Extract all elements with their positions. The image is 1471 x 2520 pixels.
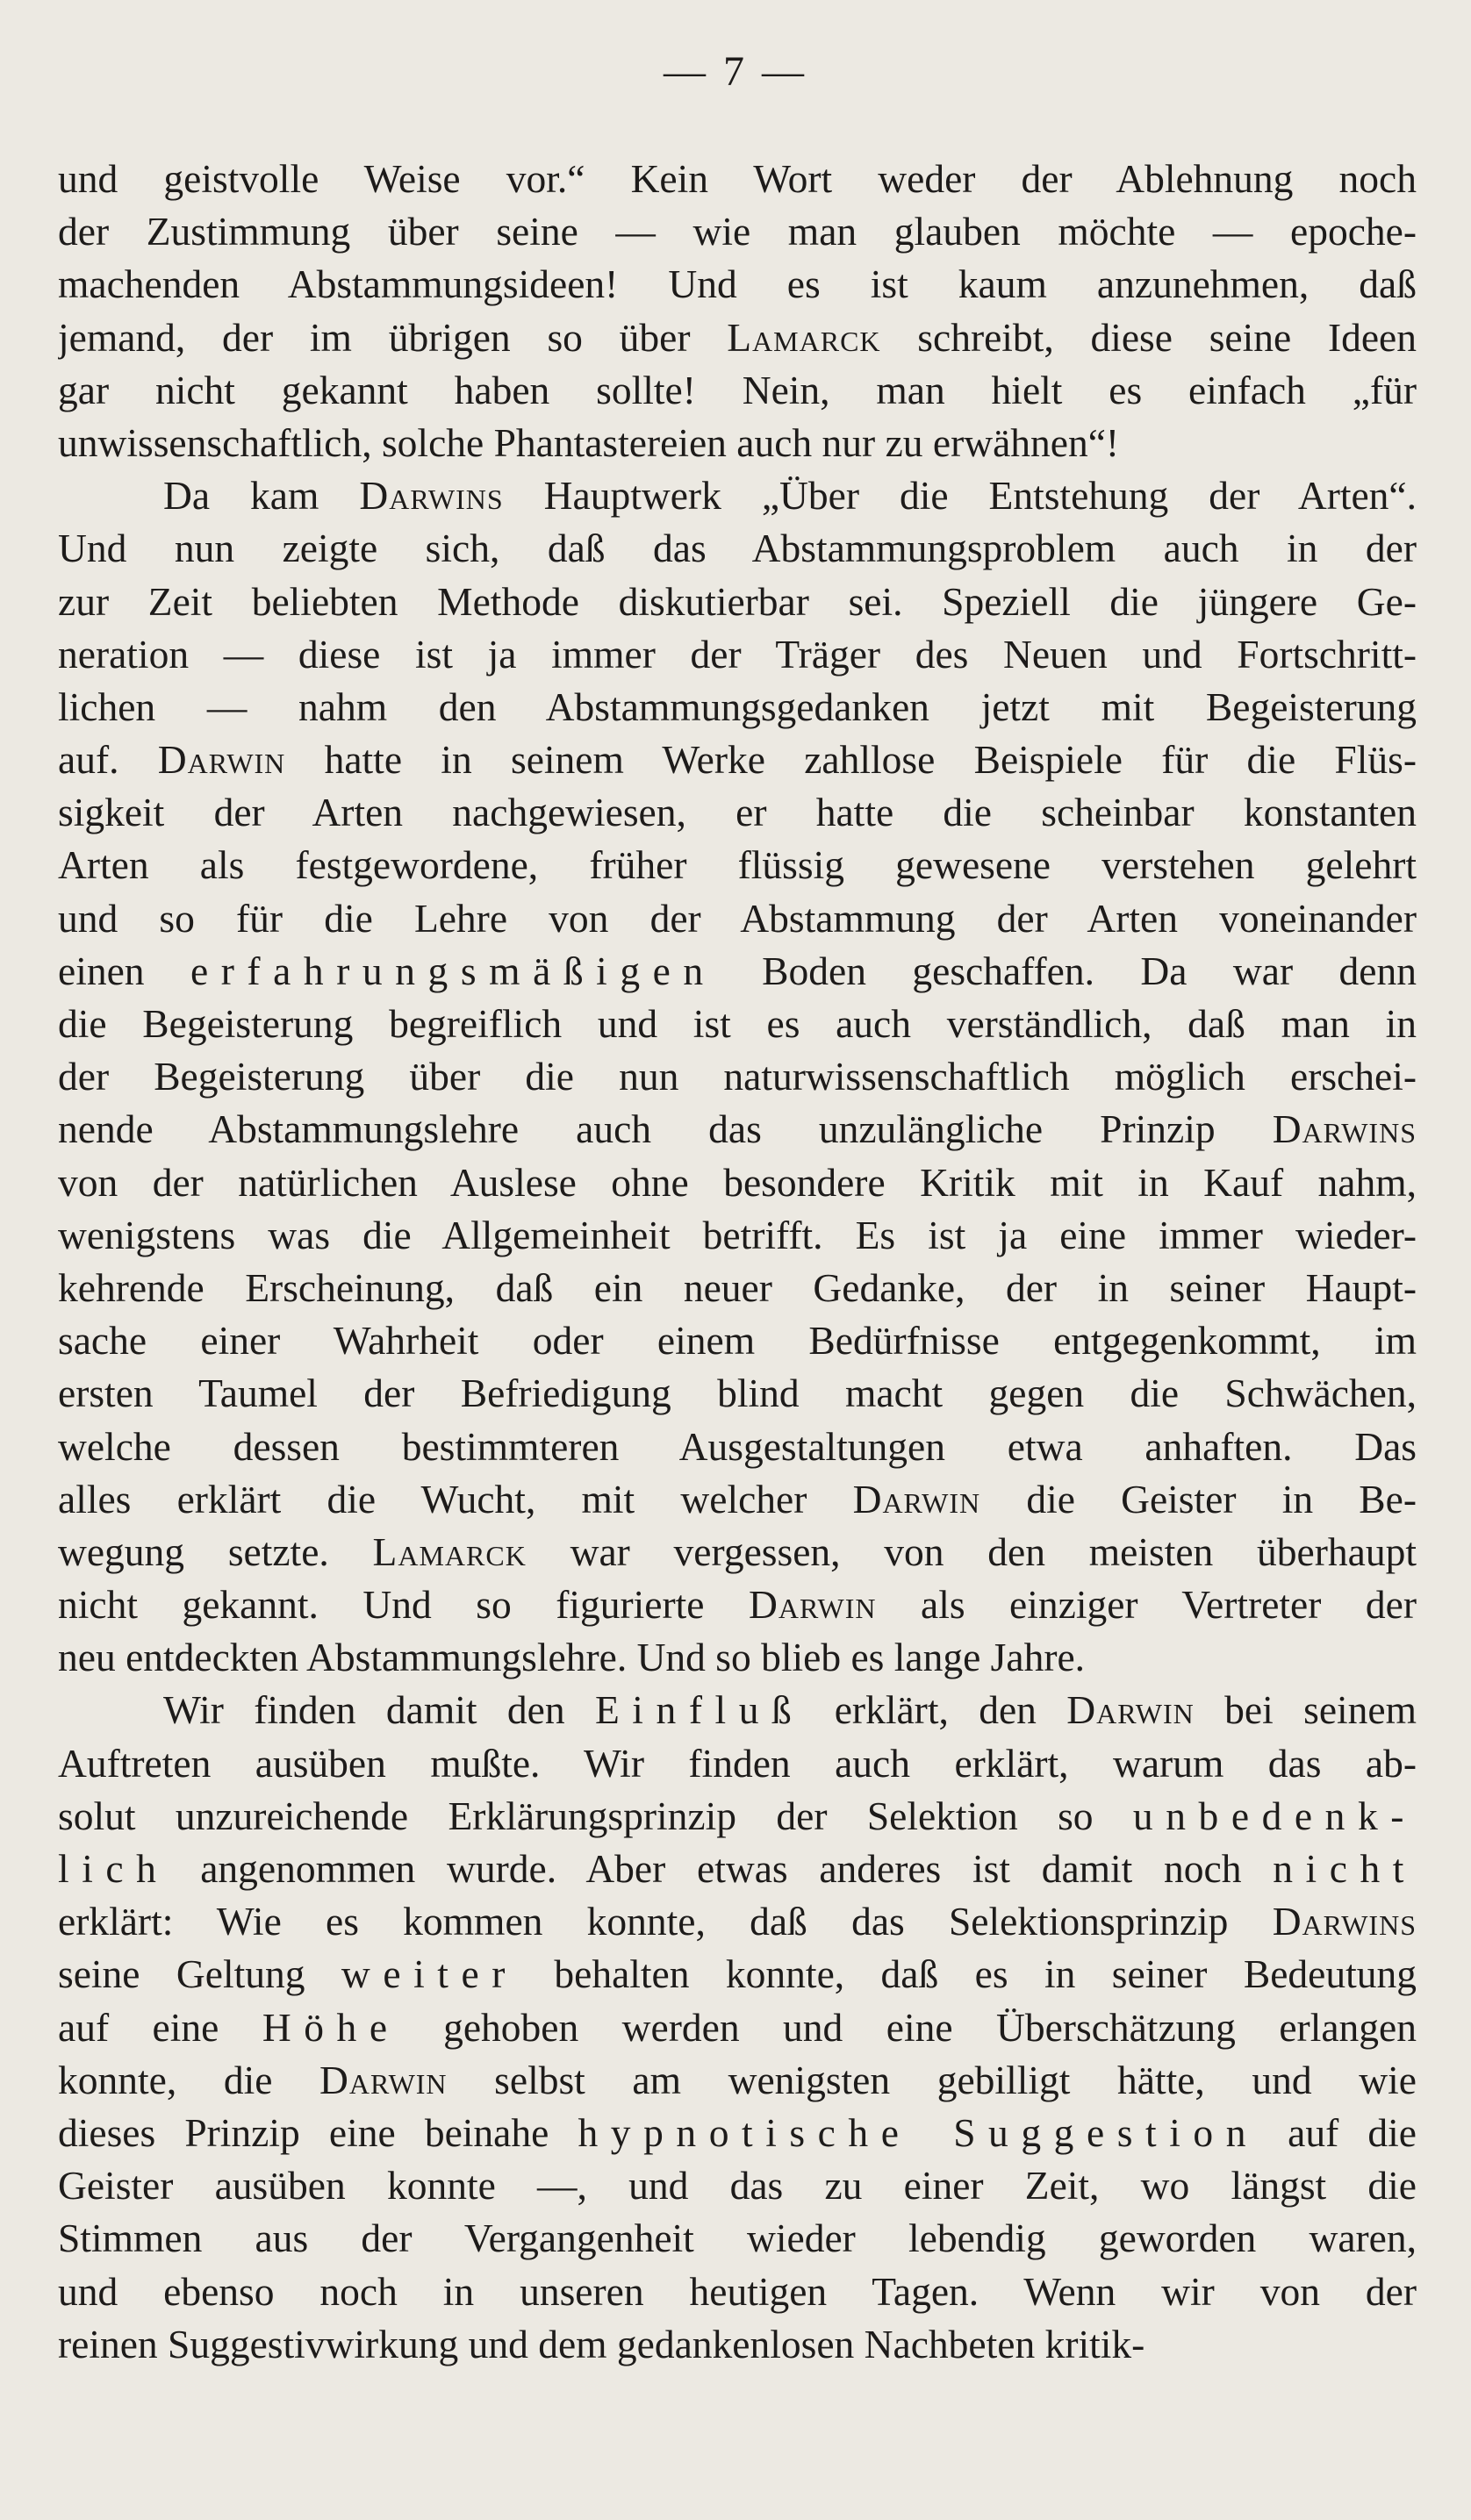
text-run: selbst am wenigsten gebilligt hätte, und wie	[447, 2057, 1417, 2102]
text-line	[58, 628, 1417, 681]
text-run: dieses Prinzip eine beinahe	[58, 2109, 578, 2155]
text-run: alles erklärt die Wucht, mit welcher	[58, 1476, 853, 1521]
text-run: Und nun zeigte sich, daß das Abstammungsproblem auch in der	[58, 526, 1417, 571]
text-line	[58, 1473, 1417, 1526]
text-run: erklärt, den	[804, 1687, 1067, 1733]
spaced-emphasis: Höhe	[262, 2004, 400, 2050]
small-caps-name: Darwins	[1272, 1899, 1417, 1944]
page-number: — 7 —	[664, 48, 807, 95]
text-line	[58, 2212, 1417, 2265]
text-line	[58, 364, 1417, 417]
text-run: einen	[58, 948, 190, 993]
text-run: sigkeit der Arten nachgewiesen, er hatte die scheinbar konstanten	[58, 790, 1417, 835]
text-line	[58, 1843, 1417, 1895]
text-line	[58, 1684, 1417, 1736]
text-run: nicht gekannt. Und so figurierte	[58, 1582, 749, 1628]
text-run: bei seinem	[1194, 1687, 1417, 1733]
spaced-emphasis: Einfluß	[594, 1687, 805, 1733]
text-run: Stimmen aus der Vergangenheit wieder lebendig geworden waren,	[58, 2216, 1417, 2261]
small-caps-name: Darwins	[1272, 1106, 1417, 1152]
text-run: lichen — nahm den Abstammungsgedanken jetzt mit Begeisterung	[58, 684, 1417, 729]
text-run: solut unzureichende Erklärungsprinzip der Selektion so	[58, 1793, 1133, 1838]
text-run: konnte, die	[58, 2057, 320, 2102]
text-line	[58, 2054, 1417, 2107]
text-run: Boden geschaffen. Da war denn	[715, 948, 1417, 993]
spaced-emphasis: erfahrungsmäßigen	[190, 948, 716, 993]
small-caps-name: Darwin	[852, 1476, 981, 1521]
text-line	[58, 1367, 1417, 1420]
text-run: jemand, der im übrigen so über	[58, 314, 728, 360]
text-run: seine Geltung	[58, 1951, 341, 1997]
text-run: schreibt, diese seine Ideen	[880, 314, 1417, 360]
text-line	[58, 1209, 1417, 1262]
text-run: auf die	[1259, 2109, 1417, 2155]
text-run: nende Abstammungslehre auch das unzulängliche Prinzip	[58, 1106, 1273, 1152]
small-caps-name: Lamarck	[727, 314, 881, 360]
small-caps-name: Darwin	[319, 2057, 448, 2102]
text-run: ersten Taumel der Befriedigung blind macht gegen die Schwächen,	[58, 1371, 1417, 1416]
spaced-emphasis: hypnotische Suggestion	[578, 2109, 1259, 2155]
text-run: Geister ausüben konnte —, und das zu einer Zeit, wo längst die	[58, 2163, 1417, 2209]
text-line	[58, 1895, 1417, 1948]
text-run: von der natürlichen Auslese ohne besondere Kritik mit in Kauf nahm,	[58, 1159, 1417, 1205]
text-run: wegung setzte.	[58, 1528, 373, 1574]
small-caps-name: Darwin	[1066, 1687, 1195, 1733]
text-run: sache einer Wahrheit oder einem Bedürfnisse entgegenkommt, im	[58, 1318, 1417, 1364]
text-line	[58, 2159, 1417, 2212]
spaced-emphasis: lich	[58, 1846, 169, 1891]
text-run: kehrende Erscheinung, daß ein neuer Gedanke, der in seiner Haupt-	[58, 1264, 1417, 1310]
text-line	[58, 1314, 1417, 1367]
text-run: gehoben werden und eine Überschätzung erlangen	[399, 2004, 1417, 2050]
text-run: und geistvolle Weise vor.“ Kein Wort weder der Ablehnung noch	[58, 156, 1417, 201]
text-run: neration — diese ist ja immer der Träger des Neuen und Fortschritt-	[58, 631, 1417, 677]
text-line	[58, 1579, 1417, 1631]
text-run: die Begeisterung begreiflich und ist es auch verständlich, daß man in	[58, 1001, 1417, 1046]
text-line	[58, 734, 1417, 786]
text-line	[58, 839, 1417, 891]
text-line	[58, 1737, 1417, 1790]
text-run: unwissenschaftlich, solche Phantastereien auch nur zu erwähnen“!	[58, 419, 1120, 465]
text-run: gar nicht gekannt haben sollte! Nein, man hielt es einfach „für	[58, 367, 1417, 412]
spaced-emphasis: weiter	[341, 1951, 518, 1997]
text-run: reinen Suggestivwirkung und dem gedankenlosen Nachbeten kritik-	[58, 2321, 1145, 2366]
small-caps-name: Darwins	[359, 473, 504, 519]
text-line	[58, 153, 1417, 205]
text-line	[58, 892, 1417, 945]
text-line	[58, 1790, 1417, 1843]
text-run: und so für die Lehre von der Abstammung der Arten voneinander	[58, 895, 1417, 941]
text-run: der Zustimmung über seine — wie man glauben möchte — epoche-	[58, 209, 1417, 254]
text-run: war vergessen, von den meisten überhaupt	[526, 1528, 1417, 1574]
text-run: als einziger Vertreter der	[876, 1582, 1417, 1628]
text-run: hatte in seinem Werke zahllose Beispiele für die Flüs-	[285, 737, 1417, 783]
text-line	[58, 1948, 1417, 2001]
small-caps-name: Darwin	[157, 737, 286, 783]
text-line	[58, 2107, 1417, 2159]
body-text	[58, 153, 1417, 2371]
text-run: Arten als festgewordene, früher flüssig gewesene verstehen gelehrt	[58, 842, 1417, 888]
text-run: auf.	[58, 737, 158, 783]
text-line	[58, 1050, 1417, 1103]
text-run: behalten konnte, daß es in seiner Bedeutung	[517, 1951, 1417, 1997]
text-line	[58, 1421, 1417, 1473]
text-line	[58, 945, 1417, 998]
text-run: zur Zeit beliebten Methode diskutierbar sei. Speziell die jüngere Ge-	[58, 578, 1417, 624]
text-line	[58, 1156, 1417, 1209]
text-run: auf eine	[58, 2004, 262, 2050]
text-run: der Begeisterung über die nun naturwissenschaftlich möglich erschei-	[58, 1054, 1417, 1099]
text-run: die Geister in Be-	[980, 1476, 1417, 1521]
text-run: wenigstens was die Allgemeinheit betrifft. Es ist ja eine immer wieder-	[58, 1212, 1417, 1257]
text-line	[58, 522, 1417, 575]
text-run: welche dessen bestimmteren Ausgestaltungen etwa anhaften. Das	[58, 1423, 1417, 1469]
text-line	[58, 1262, 1417, 1314]
text-run: angenommen wurde. Aber etwas anderes ist damit noch	[169, 1846, 1274, 1891]
text-line	[58, 786, 1417, 839]
text-line	[58, 311, 1417, 364]
text-run: Wir finden damit den	[163, 1687, 595, 1733]
text-run: Da kam	[163, 473, 360, 519]
text-line	[58, 258, 1417, 311]
text-line	[58, 576, 1417, 628]
spaced-emphasis: unbedenk-	[1132, 1793, 1417, 1838]
text-line	[58, 205, 1417, 258]
text-line	[58, 2266, 1417, 2318]
text-line	[58, 1526, 1417, 1579]
spaced-emphasis: nicht	[1273, 1846, 1417, 1891]
text-line	[58, 998, 1417, 1050]
text-run: und ebenso noch in unseren heutigen Tagen. Wenn wir von der	[58, 2268, 1417, 2314]
text-run: neu entdeckten Abstammungslehre. Und so blieb es lange Jahre.	[58, 1635, 1086, 1680]
text-run: erklärt: Wie es kommen konnte, daß das Selektionsprinzip	[58, 1899, 1273, 1944]
small-caps-name: Darwin	[748, 1582, 877, 1628]
text-run: machenden Abstammungsideen! Und es ist kaum anzunehmen, daß	[58, 261, 1417, 307]
text-line	[58, 469, 1417, 522]
text-line	[58, 1103, 1417, 1156]
small-caps-name: Lamarck	[372, 1528, 527, 1574]
text-line	[58, 1631, 1417, 1684]
text-line	[58, 2318, 1417, 2371]
text-line	[58, 2001, 1417, 2054]
text-run: Hauptwerk „Über die Entstehung der Arten“.	[503, 473, 1417, 519]
text-line	[58, 417, 1417, 469]
text-line	[58, 681, 1417, 734]
text-run: Auftreten ausüben mußte. Wir finden auch erklärt, warum das ab-	[58, 1740, 1417, 1786]
